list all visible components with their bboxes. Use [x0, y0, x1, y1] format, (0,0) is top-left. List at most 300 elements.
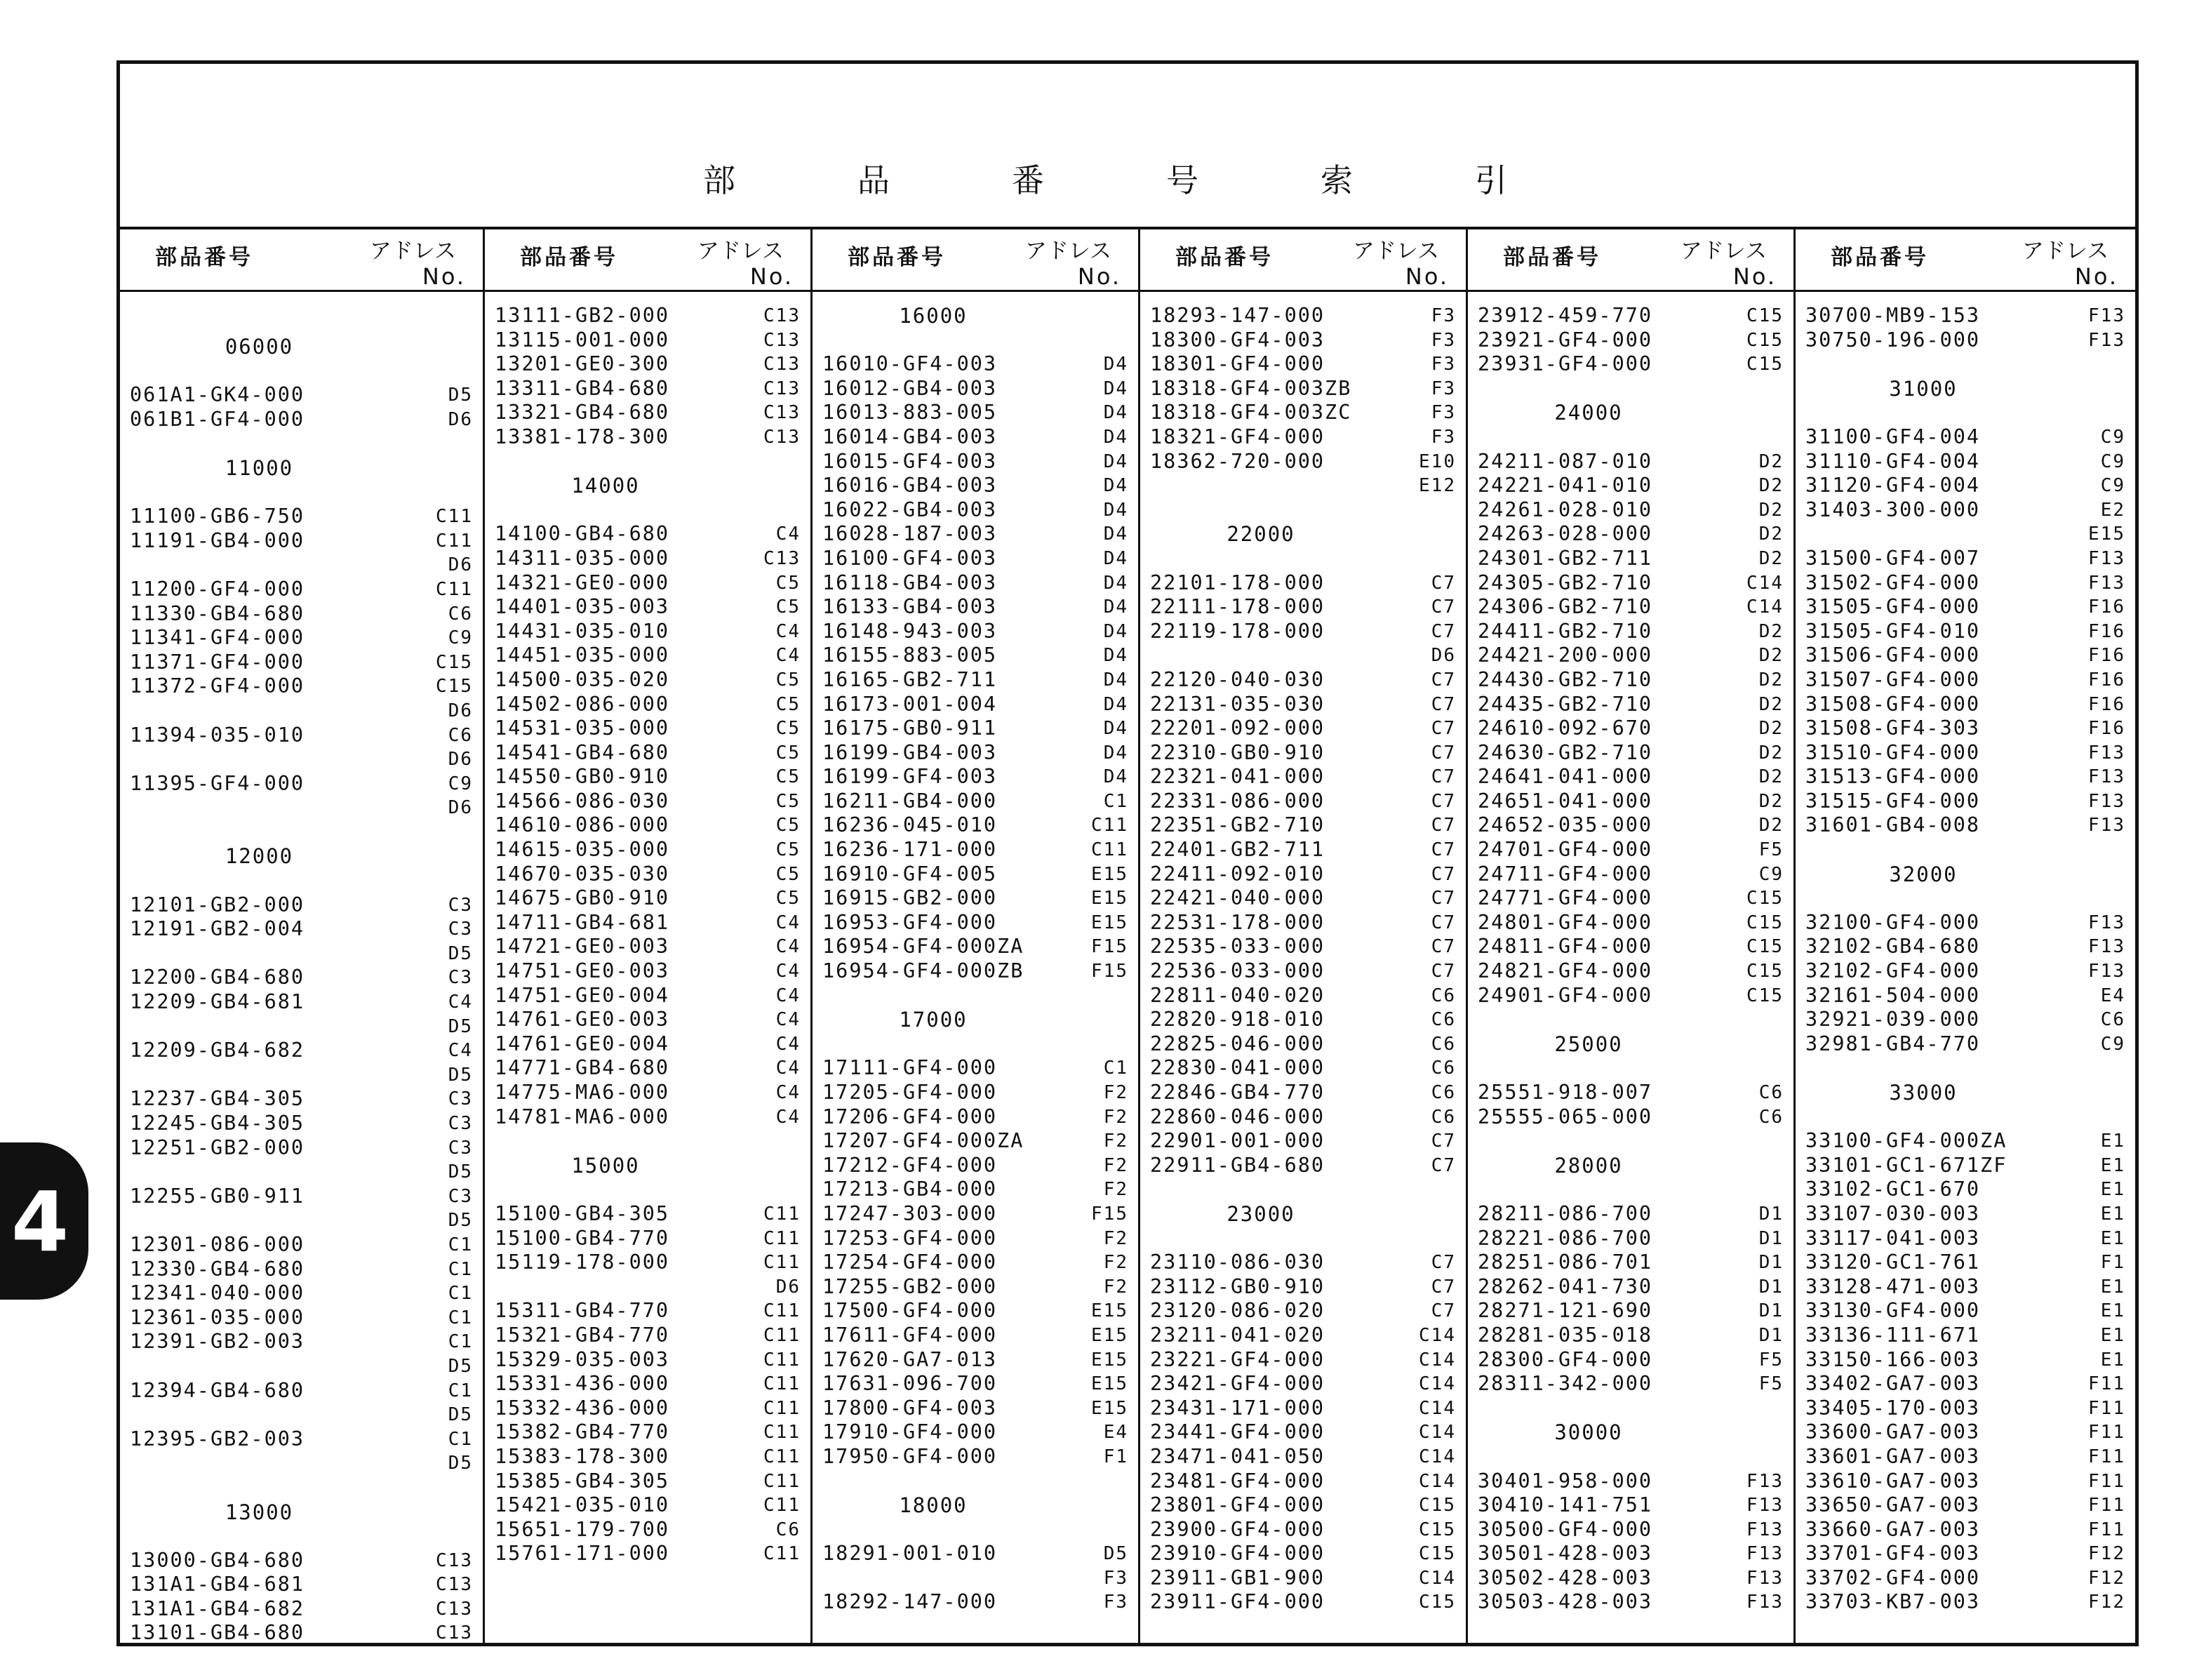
table-row — [813, 1420, 1138, 1445]
section-heading: 12000 — [225, 844, 294, 869]
table-row — [1140, 838, 1466, 862]
table-row — [1468, 1227, 1793, 1251]
table-row — [1140, 984, 1466, 1008]
address-code: C15 — [1746, 961, 1784, 982]
address-code: C1 — [448, 1428, 473, 1450]
address-code: C5 — [775, 790, 801, 812]
table-row — [1140, 765, 1466, 789]
part-number: 16013-883-005 — [822, 401, 998, 425]
table-row — [485, 668, 810, 693]
address-code: F11 — [2088, 1397, 2125, 1419]
blank-row — [485, 1129, 810, 1154]
table-row — [120, 699, 483, 724]
address-code: F12 — [2088, 1592, 2125, 1613]
address-code: F12 — [2088, 1543, 2125, 1565]
section-heading-row — [813, 1008, 1138, 1032]
address-code: D2 — [1758, 620, 1784, 642]
blank-row — [120, 1476, 483, 1500]
address-code: F11 — [2088, 1373, 2125, 1395]
address-code: F3 — [1431, 402, 1456, 424]
part-number: 22536-033-000 — [1150, 959, 1325, 983]
address-code: F3 — [1431, 378, 1456, 399]
address-code: C15 — [1746, 305, 1784, 326]
part-number: 23441-GF4-000 — [1150, 1420, 1325, 1444]
address-code: E1 — [2100, 1227, 2125, 1249]
address-code: C11 — [763, 1470, 801, 1492]
table-row — [1796, 620, 2135, 644]
table-row — [1796, 571, 2135, 596]
address-code: C4 — [448, 1040, 473, 1062]
part-number: 12255-GB0-911 — [130, 1184, 305, 1208]
part-number: 15100-GB4-305 — [495, 1201, 670, 1225]
section-heading-row — [1796, 862, 2135, 887]
part-number: 30502-428-003 — [1478, 1566, 1653, 1589]
blank-row — [813, 328, 1138, 353]
address-code: C11 — [763, 1300, 801, 1322]
address-code: F2 — [1103, 1276, 1128, 1298]
header-address: アドレス — [2022, 239, 2109, 264]
address-code: C14 — [1419, 1373, 1456, 1395]
part-number: 17206-GF4-000 — [822, 1105, 998, 1128]
blank-row — [1140, 498, 1466, 523]
address-code: C4 — [775, 961, 801, 982]
table-row — [813, 693, 1138, 717]
address-code: D4 — [1103, 402, 1128, 424]
address-code: F13 — [1746, 1519, 1784, 1540]
index-column-3 — [813, 229, 1140, 1643]
address-code: C9 — [2100, 451, 2125, 472]
table-row — [813, 1129, 1138, 1154]
part-number: 16010-GF4-003 — [822, 352, 998, 376]
table-row — [1140, 377, 1466, 401]
part-number: 16173-001-004 — [822, 692, 998, 716]
part-number: 14311-035-000 — [495, 546, 670, 570]
table-row — [1468, 328, 1793, 353]
part-number: 15311-GB4-770 — [495, 1299, 670, 1323]
column-body — [1468, 304, 1793, 1615]
part-number: 31508-GF4-303 — [1805, 716, 1981, 740]
address-code: C7 — [1431, 596, 1456, 618]
table-row — [1468, 984, 1793, 1008]
part-number: 13311-GB4-680 — [495, 376, 670, 400]
blank-row — [1140, 1178, 1466, 1202]
address-code: C4 — [775, 645, 801, 667]
blank-row — [813, 1518, 1138, 1542]
part-number: 17212-GF4-000 — [822, 1153, 998, 1177]
part-number: 16016-GB4-003 — [822, 474, 998, 498]
part-number: 15385-GB4-305 — [495, 1469, 670, 1493]
part-number: 14751-GE0-004 — [495, 983, 670, 1007]
address-code: F13 — [1746, 1567, 1784, 1589]
section-heading: 30000 — [1554, 1420, 1623, 1445]
blank-row — [1468, 1178, 1793, 1202]
address-code: C9 — [1758, 863, 1784, 885]
table-row — [1468, 1566, 1793, 1591]
table-row — [485, 1542, 810, 1566]
part-number: 16236-171-000 — [822, 838, 998, 862]
part-number: 15761-171-000 — [495, 1542, 670, 1566]
section-heading-row — [813, 304, 1138, 328]
address-code: F13 — [1746, 1470, 1784, 1492]
part-number: 13381-178-300 — [495, 425, 670, 448]
address-code: C11 — [763, 1227, 801, 1249]
table-row — [485, 886, 810, 911]
address-code: C5 — [775, 693, 801, 715]
address-code: C7 — [1431, 1300, 1456, 1322]
part-number: 18300-GF4-003 — [1150, 328, 1325, 352]
part-number: 14721-GE0-003 — [495, 935, 670, 959]
table-row — [1796, 1518, 2135, 1542]
blank-row — [1140, 1227, 1466, 1251]
table-row — [485, 1469, 810, 1494]
part-number: 33703-KB7-003 — [1805, 1590, 1981, 1614]
table-row — [813, 862, 1138, 887]
table-row — [120, 966, 483, 990]
part-number: 16118-GB4-003 — [822, 571, 998, 594]
table-row — [485, 328, 810, 353]
address-code: C9 — [448, 627, 473, 649]
address-code: F13 — [2088, 766, 2125, 788]
part-number: 23421-GF4-000 — [1150, 1372, 1325, 1396]
table-row — [485, 522, 810, 547]
part-number: 23471-041-050 — [1150, 1444, 1325, 1468]
blank-row — [120, 481, 483, 505]
address-code: F16 — [2088, 669, 2125, 691]
part-number: 30401-958-000 — [1478, 1469, 1653, 1493]
part-number: 17255-GB2-000 — [822, 1274, 998, 1298]
part-number: 14610-086-000 — [495, 813, 670, 837]
table-row — [1796, 1445, 2135, 1469]
address-code: D5 — [448, 385, 473, 406]
part-number: 11330-GB4-680 — [130, 601, 305, 625]
address-code: C15 — [1746, 912, 1784, 933]
address-code: C4 — [775, 1106, 801, 1128]
address-code: F2 — [1103, 1106, 1128, 1128]
table-row — [1468, 1348, 1793, 1373]
address-code: C3 — [448, 1088, 473, 1110]
table-row — [813, 886, 1138, 911]
blank-row — [485, 1178, 810, 1202]
table-row — [485, 1420, 810, 1445]
address-code: F13 — [2088, 305, 2125, 326]
table-row — [1796, 984, 2135, 1008]
section-heading-row — [1140, 522, 1466, 547]
address-code: C14 — [1746, 596, 1784, 618]
section-heading: 24000 — [1554, 401, 1623, 425]
table-row — [485, 1324, 810, 1348]
address-code: C6 — [775, 1519, 801, 1540]
part-number: 14781-MA6-000 — [495, 1105, 670, 1128]
part-number: 33130-GF4-000 — [1805, 1299, 1981, 1323]
table-row — [1468, 911, 1793, 935]
address-code: D2 — [1758, 547, 1784, 569]
part-number: 31403-300-000 — [1805, 498, 1981, 521]
table-row — [1796, 1008, 2135, 1032]
address-code: C6 — [1431, 1058, 1456, 1079]
part-number: 28221-086-700 — [1478, 1226, 1653, 1250]
table-row — [1140, 474, 1466, 498]
table-row — [1140, 1566, 1466, 1591]
part-number: 22830-041-000 — [1150, 1056, 1325, 1080]
part-number: 23481-GF4-000 — [1150, 1469, 1325, 1493]
part-number: 31505-GF4-010 — [1805, 619, 1981, 643]
table-row — [1468, 474, 1793, 498]
table-row — [1140, 1445, 1466, 1469]
table-row — [1140, 401, 1466, 425]
table-row — [1796, 1420, 2135, 1445]
table-row — [120, 1427, 483, 1452]
address-code: E1 — [2100, 1131, 2125, 1152]
table-row — [1140, 789, 1466, 814]
part-number: 14670-035-030 — [495, 862, 670, 886]
address-code: C4 — [775, 620, 801, 642]
part-number: 15332-436-000 — [495, 1396, 670, 1420]
address-code: D2 — [1758, 718, 1784, 740]
part-number: 22351-GB2-710 — [1150, 813, 1325, 837]
address-code: C13 — [436, 1574, 473, 1596]
column-body — [120, 335, 483, 1646]
address-code: E10 — [1419, 451, 1456, 472]
address-code: F15 — [1091, 961, 1128, 982]
address-code: C7 — [1431, 936, 1456, 958]
address-code: F3 — [1431, 426, 1456, 448]
section-heading-row — [120, 844, 483, 869]
part-number: 30503-428-003 — [1478, 1590, 1653, 1614]
column-header — [485, 229, 810, 292]
table-row — [1140, 304, 1466, 328]
column-header — [120, 229, 483, 292]
address-code: C1 — [448, 1380, 473, 1401]
address-code: E4 — [2100, 985, 2125, 1006]
table-row — [813, 595, 1138, 620]
part-number: 23911-GB1-900 — [1150, 1566, 1325, 1589]
address-code: F13 — [2088, 572, 2125, 594]
part-number: 16015-GF4-003 — [822, 449, 998, 473]
address-code: D2 — [1758, 524, 1784, 545]
part-number: 28281-035-018 — [1478, 1323, 1653, 1347]
table-row — [1468, 547, 1793, 571]
address-code: C6 — [1758, 1082, 1784, 1103]
address-code: C1 — [448, 1307, 473, 1328]
part-number: 13321-GB4-680 — [495, 401, 670, 425]
table-row — [1468, 352, 1793, 377]
table-row — [813, 1227, 1138, 1251]
part-number: 17253-GF4-000 — [822, 1226, 998, 1250]
table-row — [1468, 1202, 1793, 1227]
table-row — [485, 838, 810, 862]
part-number: 14761-GE0-003 — [495, 1008, 670, 1032]
address-code: C9 — [2100, 475, 2125, 497]
part-number: 24306-GB2-710 — [1478, 595, 1653, 619]
table-row — [1796, 522, 2135, 547]
address-code: C9 — [448, 773, 473, 794]
part-number: 12101-GB2-000 — [130, 893, 305, 916]
part-number: 31513-GF4-000 — [1805, 765, 1981, 789]
table-row — [120, 1233, 483, 1258]
table-row — [120, 505, 483, 529]
header-address-no: No. — [422, 263, 466, 290]
part-number: 061A1-GK4-000 — [130, 383, 305, 407]
blank-row — [813, 1032, 1138, 1057]
part-number: 31505-GF4-000 — [1805, 595, 1981, 619]
table-row — [1796, 595, 2135, 620]
address-code: D4 — [1103, 547, 1128, 569]
part-number: 22131-035-030 — [1150, 692, 1325, 716]
table-row — [1796, 1396, 2135, 1421]
table-row — [485, 571, 810, 596]
header-part-number: 部品番号 — [848, 245, 946, 270]
part-number: 14761-GE0-004 — [495, 1032, 670, 1055]
address-code: C7 — [1431, 1154, 1456, 1176]
table-row — [1468, 1251, 1793, 1275]
address-code: D5 — [1103, 1543, 1128, 1565]
address-code: F13 — [2088, 912, 2125, 933]
table-row — [485, 352, 810, 377]
address-code: C7 — [1431, 912, 1456, 933]
address-code: F3 — [1431, 329, 1456, 351]
column-header — [813, 229, 1138, 292]
part-number: 33600-GA7-003 — [1805, 1420, 1981, 1444]
table-row — [485, 959, 810, 984]
table-row — [1468, 571, 1793, 596]
address-code: C1 — [448, 1283, 473, 1305]
part-number: 22531-178-000 — [1150, 910, 1325, 934]
part-number: 14500-035-020 — [495, 667, 670, 691]
part-number: 16199-GF4-003 — [822, 765, 998, 789]
table-row — [1468, 1105, 1793, 1130]
address-code: C13 — [763, 305, 801, 326]
part-number: 17213-GB4-000 — [822, 1178, 998, 1201]
table-row — [813, 1202, 1138, 1227]
address-code: C1 — [448, 1331, 473, 1353]
address-code: F13 — [2088, 936, 2125, 958]
address-code: C13 — [763, 378, 801, 399]
part-number: 17254-GF4-000 — [822, 1251, 998, 1274]
part-number: 17620-GA7-013 — [822, 1347, 998, 1371]
address-code: C5 — [775, 888, 801, 909]
table-row — [485, 1348, 810, 1373]
table-row — [1796, 1542, 2135, 1566]
table-row — [120, 553, 483, 578]
part-number: 28311-342-000 — [1478, 1372, 1653, 1396]
table-row — [1468, 789, 1793, 814]
table-row — [120, 1208, 483, 1233]
table-row — [485, 1032, 810, 1057]
address-code: C5 — [775, 718, 801, 740]
address-code: D2 — [1758, 693, 1784, 715]
table-row — [120, 917, 483, 942]
table-row — [1140, 1372, 1466, 1396]
section-heading: 25000 — [1554, 1032, 1623, 1056]
address-code: C7 — [1431, 888, 1456, 909]
index-column-2 — [485, 229, 813, 1643]
address-code: C15 — [1419, 1592, 1456, 1613]
section-heading-row — [120, 456, 483, 481]
blank-row — [1140, 547, 1466, 571]
part-number: 15421-035-010 — [495, 1493, 670, 1517]
table-row — [813, 547, 1138, 571]
address-code: D5 — [448, 1355, 473, 1377]
table-row — [1140, 1469, 1466, 1494]
address-code: C11 — [1091, 839, 1128, 861]
address-code: C3 — [448, 1137, 473, 1159]
address-code: C1 — [1103, 790, 1128, 812]
table-row — [485, 1081, 810, 1105]
blank-row — [485, 450, 810, 474]
part-number: 14771-GB4-680 — [495, 1056, 670, 1080]
table-row — [1140, 1008, 1466, 1032]
address-code: D1 — [1758, 1300, 1784, 1322]
table-row — [120, 529, 483, 554]
address-code: C11 — [763, 1446, 801, 1467]
table-row — [1796, 498, 2135, 523]
table-row — [1796, 1227, 2135, 1251]
section-heading-row — [120, 335, 483, 359]
address-code: D4 — [1103, 499, 1128, 521]
part-number: 16012-GB4-003 — [822, 376, 998, 400]
address-code: D4 — [1103, 645, 1128, 667]
blank-row — [120, 869, 483, 893]
table-row — [1468, 304, 1793, 328]
address-code: C11 — [436, 506, 473, 528]
table-row — [120, 626, 483, 651]
address-code: D2 — [1758, 645, 1784, 667]
part-number: 11191-GB4-000 — [130, 528, 305, 552]
part-number: 16199-GB4-003 — [822, 740, 998, 764]
part-number: 22101-178-000 — [1150, 571, 1325, 594]
address-code: C15 — [1746, 888, 1784, 909]
address-code: C6 — [1431, 1033, 1456, 1055]
part-number: 14321-GE0-000 — [495, 571, 670, 594]
part-number: 23931-GF4-000 — [1478, 352, 1653, 376]
table-row — [1468, 741, 1793, 766]
address-code: F2 — [1103, 1179, 1128, 1201]
address-code: D6 — [448, 700, 473, 721]
part-number: 30410-141-751 — [1478, 1493, 1653, 1517]
section-heading-row — [1796, 377, 2135, 401]
address-code: C14 — [1419, 1470, 1456, 1492]
table-row — [120, 1597, 483, 1622]
part-number: 31601-GB4-008 — [1805, 813, 1981, 837]
part-number: 15321-GB4-770 — [495, 1323, 670, 1347]
address-code: F16 — [2088, 596, 2125, 618]
address-code: C5 — [775, 863, 801, 885]
address-code: C7 — [1431, 669, 1456, 691]
column-body — [485, 304, 810, 1566]
address-code: E15 — [1091, 1397, 1128, 1419]
address-code: F13 — [2088, 547, 2125, 569]
address-code: D5 — [448, 942, 473, 964]
address-code: C5 — [775, 669, 801, 691]
part-number: 32100-GF4-000 — [1805, 910, 1981, 934]
table-row — [1140, 1275, 1466, 1300]
part-number: 23221-GF4-000 — [1150, 1347, 1325, 1371]
table-row — [485, 765, 810, 789]
part-number: 28251-086-701 — [1478, 1251, 1653, 1274]
table-row — [813, 1590, 1138, 1615]
address-code: F2 — [1103, 1082, 1128, 1103]
table-row — [485, 425, 810, 450]
table-row — [485, 693, 810, 717]
part-number: 11371-GF4-000 — [130, 650, 305, 674]
part-number: 33102-GC1-670 — [1805, 1178, 1981, 1201]
table-row — [813, 959, 1138, 984]
table-row — [120, 1063, 483, 1088]
part-number: 24261-028-010 — [1478, 498, 1653, 521]
blank-row — [485, 498, 810, 523]
table-row — [813, 813, 1138, 838]
part-number: 31120-GF4-004 — [1805, 474, 1981, 498]
